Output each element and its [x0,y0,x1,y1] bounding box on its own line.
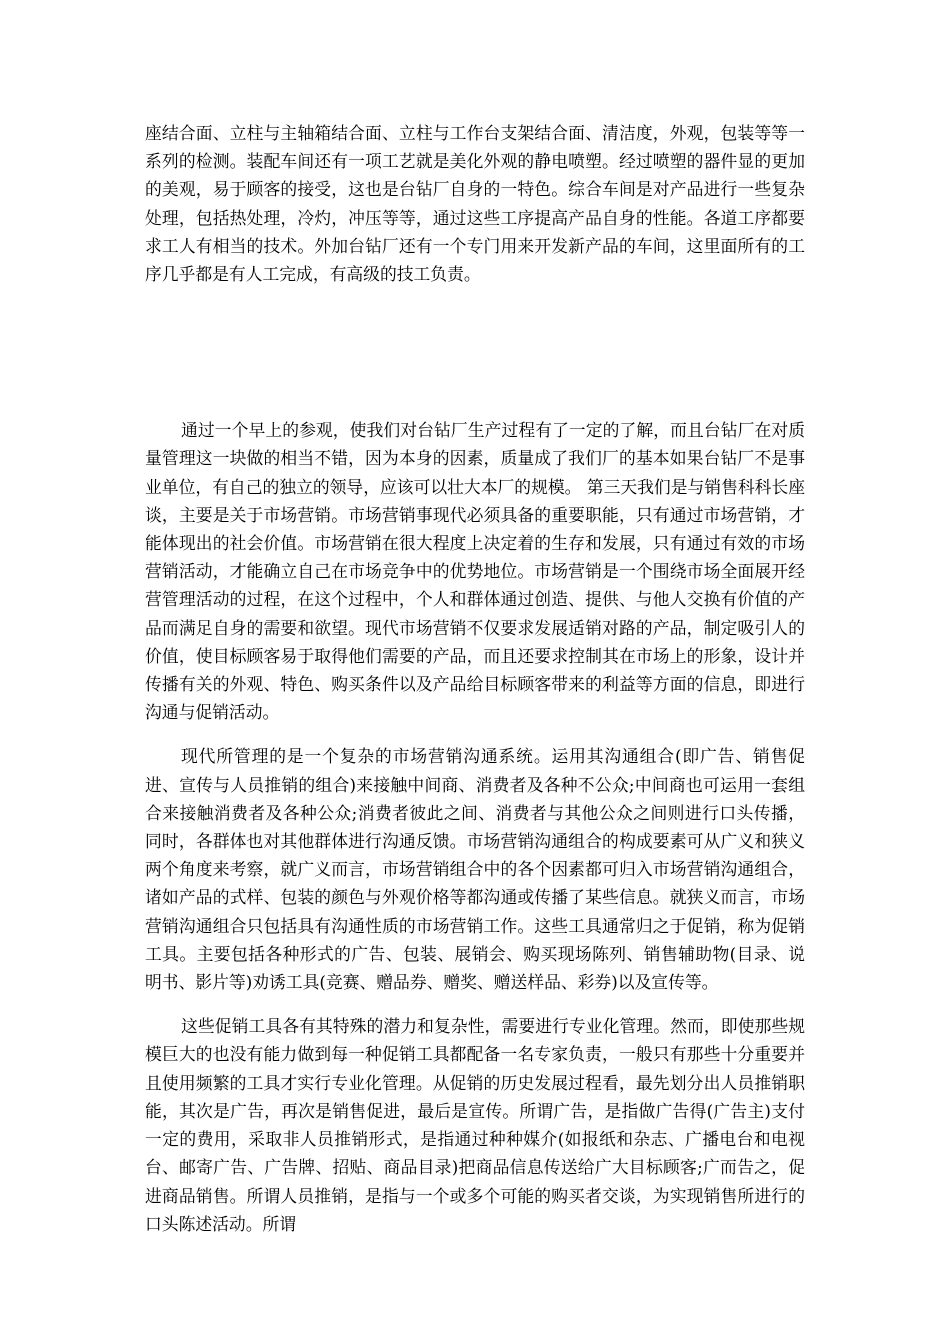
paragraph-1: 座结合面、立柱与主轴箱结合面、立柱与工作台支架结合面、清洁度，外观，包装等等一系列的检测。装配车间还有一项工艺就是美化外观的静电喷塑。经过喷塑的器件显的更加的美观，易于顾客的接受，这也是台钻厂自身的一特色。综合车间是对产品进行一些复杂处理，包括热处理，冷灼，冲压等等，通过这些工序提高产品自身的性能。各道工序都要求工人有相当的技术。外加台钻厂还有一个专门用来开发新产品的车间，这里面所有的工序几乎都是有人工完成，有高级的技工负责。 [145,123,805,285]
paragraph-4: 这些促销工具各有其特殊的潜力和复杂性，需要进行专业化管理。然而，即使那些规模巨大的也没有能力做到每一种促销工具都配备一名专家负责，一般只有那些十分重要并且使用频繁的工具才实行专业化管理。从促销的历史发展过程看，最先划分出人员推销职能，其次是广告，再次是销售促进，最后是宣传。所谓广告，是指做广告得(广告主)支付一定的费用，采取非人员推销形式，是指通过种种媒介(如报纸和杂志、广播电台和电视台、邮寄广告、广告牌、招贴、商品目录)把商品信息传送给广大目标顾客;广而告之，促进商品销售。所谓人员推销，是指与一个或多个可能的购买者交谈，为实现销售所进行的口头陈述活动。所谓 [145,1016,805,1234]
paragraph-3: 现代所管理的是一个复杂的市场营销沟通系统。运用其沟通组合(即广告、销售促进、宣传与人员推销的组合)来接触中间商、消费者及各种不公众;中间商也可运用一套组合来接触消费者及各种公众;消费者彼此之间、消费者与其他公众之间则进行口头传播，同时，各群体也对其他群体进行沟通反馈。市场营销沟通组合的构成要素可从广义和狭义两个角度来考察，就广义而言，市场营销组合中的各个因素都可归入市场营销沟通组合，诸如产品的式样、包装的颜色与外观价格等都沟通或传播了某些信息。就狭义而言，市场营销沟通组合只包括具有沟通性质的市场营销工作。这些工具通常归之于促销，称为促销工具。主要包括各种形式的广告、包装、展销会、购买现场陈列、销售辅助物(目录、说明书、影片等)劝诱工具(竞赛、赠品券、赠奖、赠送样品、彩券)以及宣传等。 [145,746,805,993]
paragraph-2: 通过一个早上的参观，使我们对台钻厂生产过程有了一定的了解，而且台钻厂在对质量管理这一块做的相当不错，因为本身的因素，质量成了我们厂的基本如果台钻厂不是事业单位，有自己的独立的领导，应该可以壮大本厂的规模。 第三天我们是与销售科科长座谈，主要是关于市场营销。市场营销事现代必须具备的重要职能，只有通过市场营销，才能体现出的社会价值。市场营销在很大程度上决定着的生存和发展，只有通过有效的市场营销活动，才能确立自己在市场竞争中的优势地位。市场营销是一个围绕市场全面展开经营管理活动的过程，在这个过程中，个人和群体通过创造、提供、与他人交换有价值的产品而满足自身的需要和欲望。现代市场营销不仅要求发展适销对路的产品，制定吸引人的价值，使目标顾客易于取得他们需要的产品，而且还要求控制其在市场上的形象，设计并传播有关的外观、特色、购买条件以及产品给目标顾客带来的利益等方面的信息，即进行沟通与促销活动。 [145,420,805,723]
document-page [145,119,805,1238]
